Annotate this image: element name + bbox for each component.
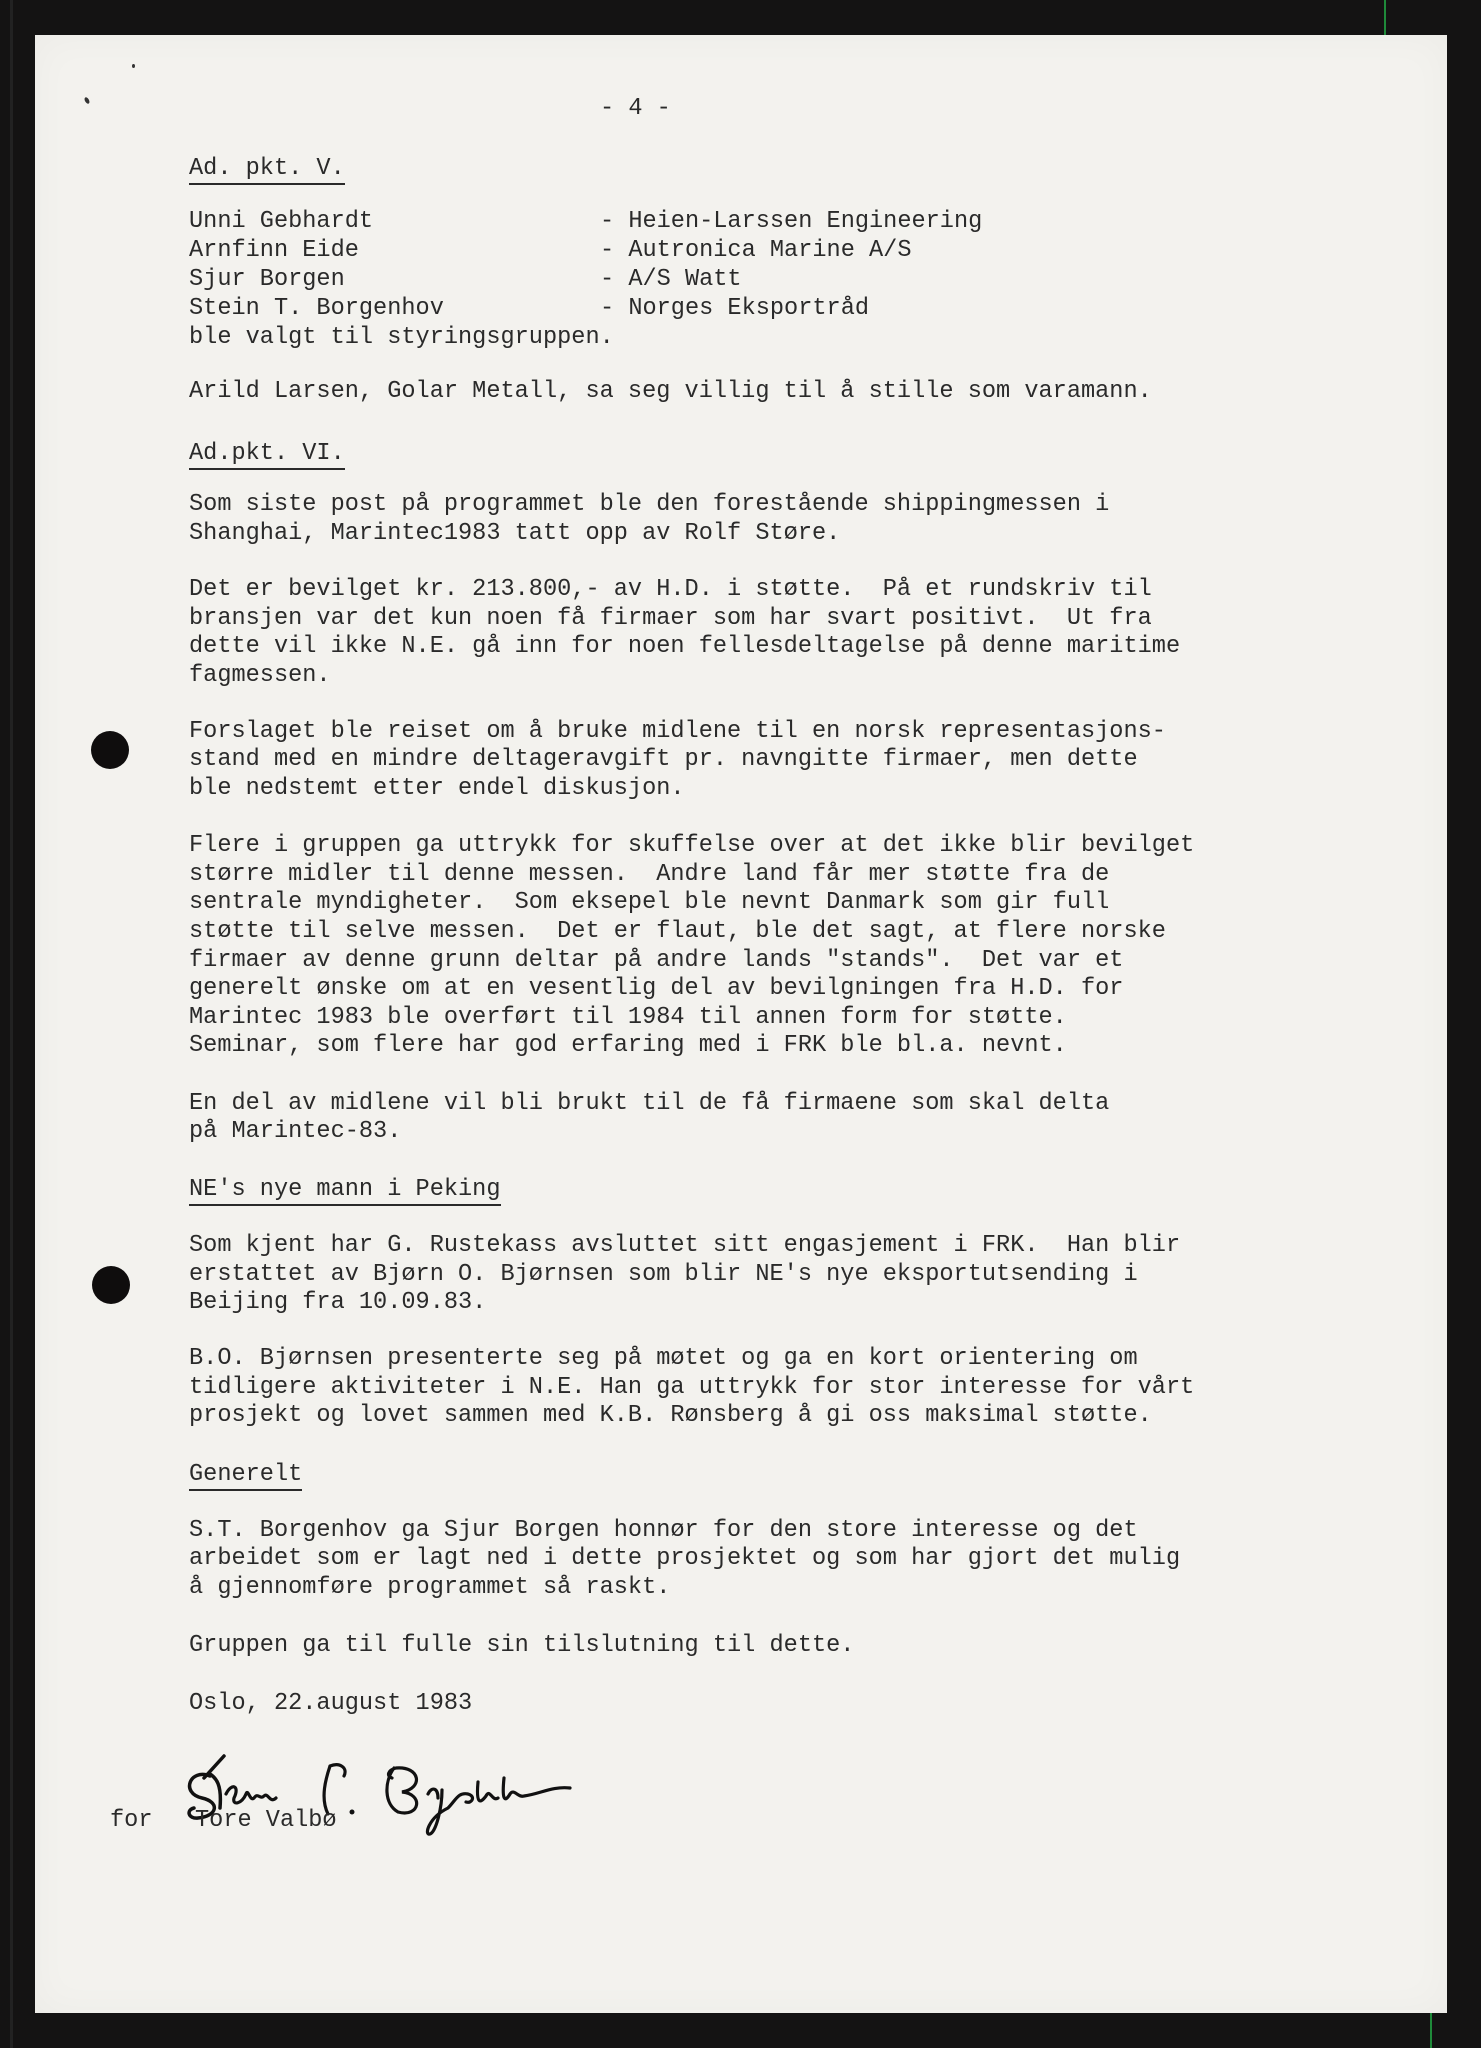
member-name: Sjur Borgen [189, 266, 345, 293]
for-label: for [110, 1807, 153, 1834]
text-line: firmaer av denne grunn deltar på andre lands "stands". Det var et [189, 947, 1124, 974]
scanner-marker [1430, 2013, 1432, 2048]
text-line: Som kjent har G. Rustekass avsluttet sitt engasjement i FRK. Han blir [189, 1232, 1181, 1259]
section-heading-pkt5: Ad. pkt. V. [189, 154, 345, 185]
text-line: på Marintec-83. [189, 1118, 402, 1145]
text-line: Beijing fra 10.09.83. [189, 1289, 487, 1316]
scanner-marker [1384, 0, 1386, 35]
text-line: dette vil ikke N.E. gå inn for noen fellesdeltagelse på denne maritime [189, 633, 1181, 660]
text-line: Flere i gruppen ga uttrykk for skuffelse over at det ikke blir bevilget [189, 832, 1195, 859]
member-name: Unni Gebhardt [189, 208, 374, 235]
text-line: Forslaget ble reiset om å bruke midlene til en norsk representasjons- [189, 718, 1166, 745]
text-line: å gjennomføre programmet så raskt. [189, 1574, 671, 1601]
text-line: prosjekt og lovet sammen med K.B. Rønsberg å gi oss maksimal støtte. [189, 1402, 1152, 1429]
text-line: fagmessen. [189, 662, 331, 689]
text-line: Shanghai, Marintec1983 tatt opp av Rolf Støre. [189, 520, 841, 547]
punch-hole [92, 1266, 130, 1304]
text-line: sentrale myndigheter. Som eksepel ble nevnt Danmark som gir full [189, 889, 1110, 916]
text-line: støtte til selve messen. Det er flaut, ble det sagt, at flere norske [189, 918, 1166, 945]
section-heading-peking: NE's nye mann i Peking [189, 1175, 501, 1206]
place-date: Oslo, 22.august 1983 [189, 1690, 473, 1717]
text-line: generelt ønske om at en vesentlig del av bevilgningen fra H.D. for [189, 975, 1124, 1002]
member-company: - Autronica Marine A/S [600, 237, 912, 264]
member-name: Arnfinn Eide [189, 237, 359, 264]
text-line: ble nedstemt etter endel diskusjon. [189, 775, 685, 802]
signatory-name: Tore Valbø [195, 1807, 337, 1834]
text-line: Som siste post på programmet ble den forestående shippingmessen i [189, 491, 1110, 518]
text-line: B.O. Bjørnsen presenterte seg på møtet og ga en kort orientering om [189, 1345, 1138, 1372]
text-line: Seminar, som flere har god erfaring med i FRK ble bl.a. nevnt. [189, 1032, 1067, 1059]
speck [132, 64, 135, 68]
text-line: En del av midlene vil bli brukt til de få firmaene som skal delta [189, 1090, 1110, 1117]
text-line: Det er bevilget kr. 213.800,- av H.D. i støtte. På et rundskriv til [189, 576, 1152, 603]
member-name: Stein T. Borgenhov [189, 295, 444, 322]
scanner-edge [10, 0, 13, 2048]
text-line: bransjen var det kun noen få firmaer som har svart positivt. Ut fra [189, 605, 1152, 632]
member-company: - Heien-Larssen Engineering [600, 208, 983, 235]
speck [84, 96, 91, 104]
text-line: Marintec 1983 ble overført til 1984 til annen form for støtte. [189, 1004, 1067, 1031]
text-line: større midler til denne messen. Andre land får mer støtte fra de [189, 861, 1110, 888]
punch-hole [91, 731, 129, 769]
text-line: Gruppen ga til fulle sin tilslutning til dette. [189, 1632, 855, 1659]
deputy-line: Arild Larsen, Golar Metall, sa seg villig til å stille som varamann. [189, 378, 1152, 405]
text-line: S.T. Borgenhov ga Sjur Borgen honnør for den store interesse og det [189, 1517, 1138, 1544]
page-number: - 4 - [600, 95, 671, 122]
elected-line: ble valgt til styringsgruppen. [189, 324, 614, 351]
member-company: - Norges Eksportråd [600, 295, 870, 322]
member-company: - A/S Watt [600, 266, 742, 293]
text-line: erstattet av Bjørn O. Bjørnsen som blir NE's nye eksportutsending i [189, 1261, 1138, 1288]
text-line: tidligere aktiviteter i N.E. Han ga uttrykk for stor interesse for vårt [189, 1374, 1195, 1401]
text-line: stand med en mindre deltageravgift pr. navngitte firmaer, men dette [189, 746, 1138, 773]
section-heading-pkt6: Ad.pkt. VI. [189, 439, 345, 470]
text-line: arbeidet som er lagt ned i dette prosjektet og som har gjort det mulig [189, 1545, 1181, 1572]
section-heading-generelt: Generelt [189, 1460, 302, 1491]
